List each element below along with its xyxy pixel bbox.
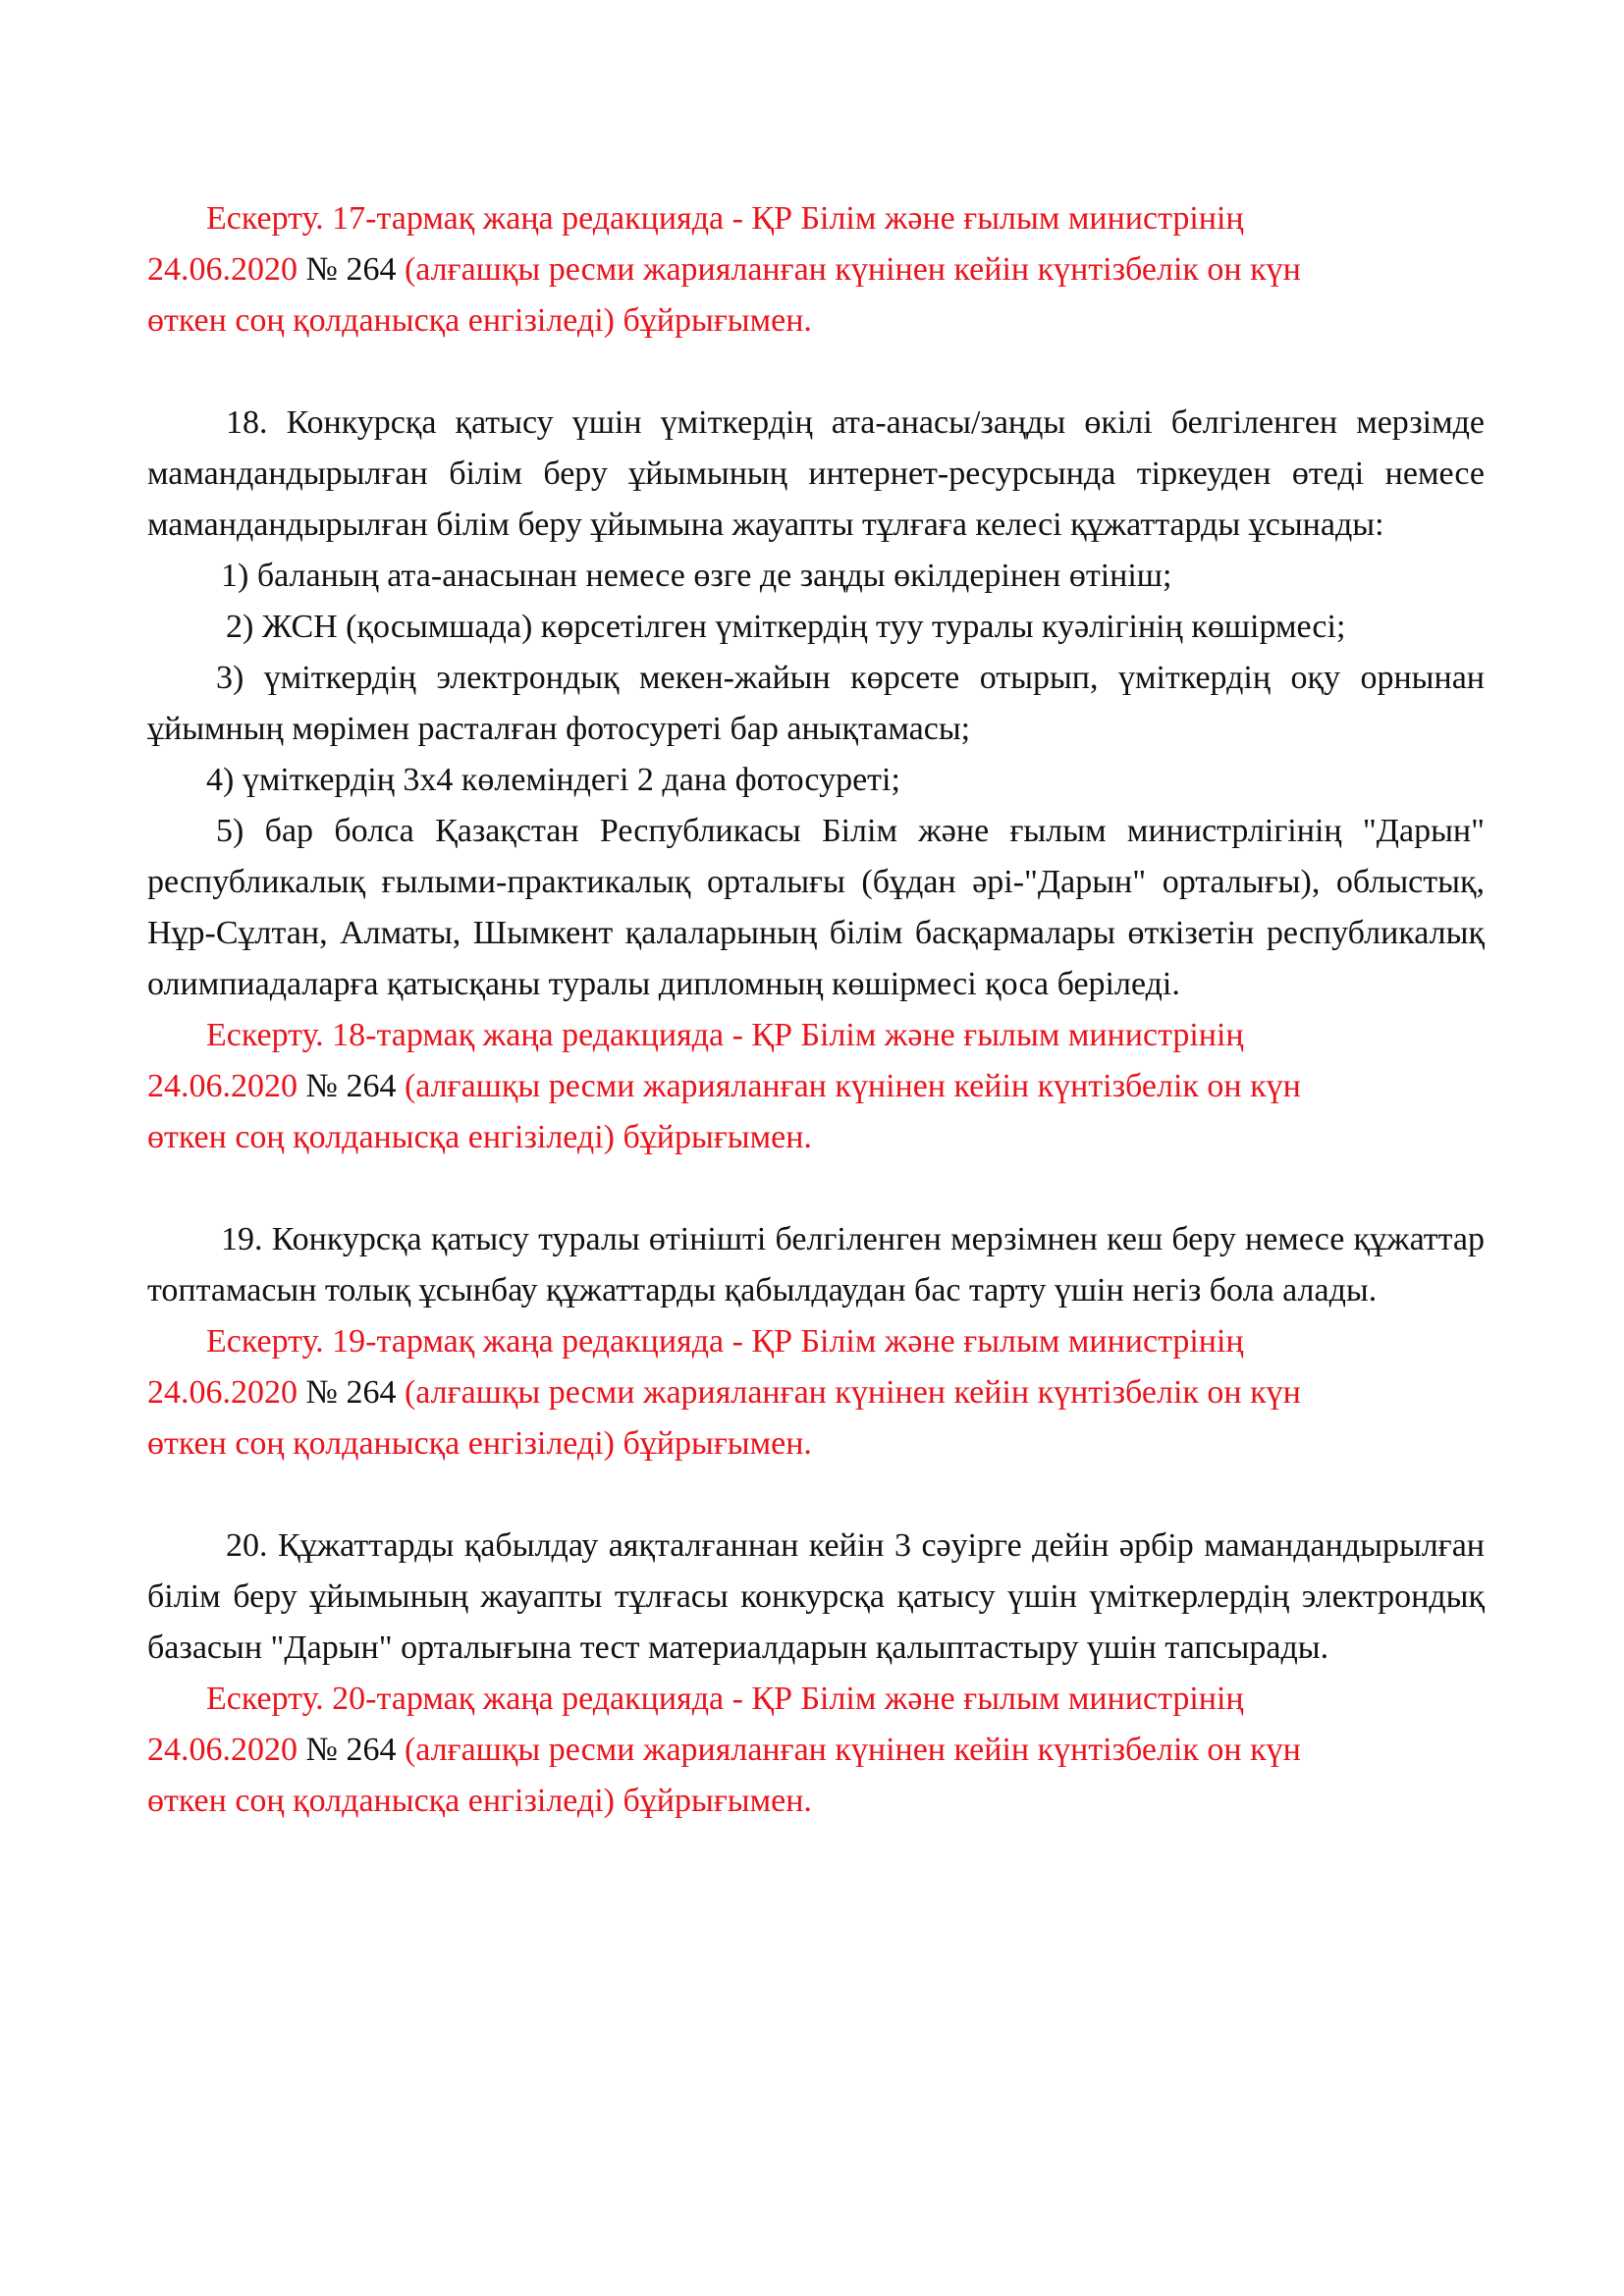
list-item: 5) бар болса Қазақстан Республикасы Білім және ғылым министрлігінің "Дарын" республикалық ғылыми-практикалық орталығы (бұдан әрі-"Дарын" орталығы), облыстық, Нұр-Сұлтан, Алматы, Шымкент қалаларының білім басқармалары өткізетін республикалық олимпиадаларға қатысқаны туралы дипломның көшірмесі қоса беріледі. [147, 813, 1485, 1002]
amendment-note-20 [147, 1674, 1485, 1827]
amendment-note-line [147, 1418, 1485, 1469]
amendment-note-text: Ескерту. 20-тармақ жаңа редакцияда - ҚР Білім және ғылым министрінің [206, 1681, 1244, 1717]
list-item: 3) үміткердің электрондық мекен-жайын көрсете отырып, үміткердің оқу орнынан ұйымның мөрімен расталған фотосуреті бар анықтамасы; [147, 660, 1485, 747]
list-item: 2) ЖСН (қосымшада) көрсетілген үміткердің туу туралы куәлігінің көшірмесі; [226, 609, 1346, 645]
amendment-note-line [147, 1367, 1485, 1418]
amendment-note-line [147, 1112, 1485, 1163]
amendment-note-text: (алғашқы ресми жарияланған күнінен кейін күнтізбелік он күн [404, 1732, 1301, 1768]
amendment-note-text: өткен соң қолданысқа енгізіледі) бұйрығымен. [147, 302, 812, 339]
document-page [147, 193, 1485, 1827]
amendment-note-line [147, 244, 1485, 295]
amendment-note-line [147, 1316, 1485, 1367]
paragraph-18: 18. Конкурсқа қатысу үшін үміткердің ата-анасы/заңды өкілі белгіленген мерзімде мамандандырылған білім беру ұйымының интернет-ресурсында тіркеуден өтеді немесе мамандандырылған білім беру ұйымына жауапты тұлғаға келесі құжаттарды ұсынады: [147, 404, 1485, 543]
amendment-note-text: Ескерту. 18-тармақ жаңа редакцияда - ҚР Білім және ғылым министрінің [206, 1017, 1244, 1053]
amendment-note-19 [147, 1316, 1485, 1469]
amendment-number: № 264 [305, 1732, 397, 1768]
amendment-note-text: Ескерту. 19-тармақ жаңа редакцияда - ҚР Білім және ғылым министрінің [206, 1323, 1244, 1360]
amendment-date-link[interactable]: 24.06.2020 [147, 1068, 298, 1104]
amendment-date-link[interactable]: 24.06.2020 [147, 1732, 298, 1768]
amendment-note-17 [147, 193, 1485, 347]
amendment-date-link[interactable]: 24.06.2020 [147, 1374, 298, 1411]
amendment-note-line [147, 1010, 1485, 1061]
paragraph-20: 20. Құжаттарды қабылдау аяқталғаннан кейін 3 сәуірге дейін әрбір мамандандырылған білім беру ұйымының жауапты тұлғасы конкурсқа қатысу үшін үміткерлердің электрондық базасын "Дарын" орталығына тест материалдарын қалыптастыру үшін тапсырады. [147, 1527, 1485, 1666]
amendment-number: № 264 [305, 1068, 397, 1104]
amendment-note-text: (алғашқы ресми жарияланған күнінен кейін күнтізбелік он күн [404, 251, 1301, 288]
amendment-note-18 [147, 1010, 1485, 1163]
amendment-date-link[interactable]: 24.06.2020 [147, 251, 298, 288]
list-item: 4) үміткердің 3х4 көлеміндегі 2 дана фотосуреті; [206, 762, 900, 798]
amendment-number: № 264 [305, 251, 397, 288]
list-item: 1) баланың ата-анасынан немесе өзге де заңды өкілдерінен өтініш; [221, 558, 1172, 594]
amendment-note-line [147, 1725, 1485, 1776]
amendment-note-text: өткен соң қолданысқа енгізіледі) бұйрығымен. [147, 1425, 812, 1462]
amendment-note-line [147, 1776, 1485, 1827]
amendment-note-text: өткен соң қолданысқа енгізіледі) бұйрығымен. [147, 1783, 812, 1819]
amendment-note-line [147, 193, 1485, 244]
amendment-number: № 264 [305, 1374, 397, 1411]
amendment-note-text: (алғашқы ресми жарияланған күнінен кейін күнтізбелік он күн [404, 1068, 1301, 1104]
amendment-note-text: (алғашқы ресми жарияланған күнінен кейін күнтізбелік он күн [404, 1374, 1301, 1411]
amendment-note-line [147, 1674, 1485, 1725]
amendment-note-line [147, 1061, 1485, 1112]
amendment-note-text: өткен соң қолданысқа енгізіледі) бұйрығымен. [147, 1119, 812, 1155]
amendment-note-text: Ескерту. 17-тармақ жаңа редакцияда - ҚР Білім және ғылым министрінің [206, 200, 1244, 237]
amendment-note-line [147, 295, 1485, 347]
paragraph-19: 19. Конкурсқа қатысу туралы өтінішті белгіленген мерзімнен кеш беру немесе құжаттар топтамасын толық ұсынбау құжаттарды қабылдаудан бас тарту үшін негіз бола алады. [147, 1221, 1485, 1308]
